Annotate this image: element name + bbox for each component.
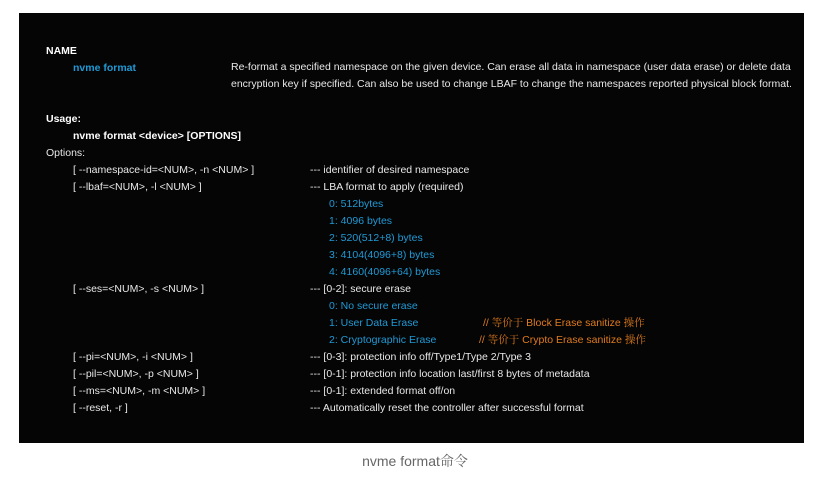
ses-value: 0: No secure erase [329,300,418,312]
command-name: nvme format [73,62,137,74]
document-panel [19,13,804,443]
lbaf-value: 0: 512bytes [329,198,384,210]
option-desc: --- identifier of desired namespace [310,164,470,176]
option-flag: [ --ms=<NUM>, -m <NUM> ] [73,385,206,397]
option-desc: --- [0-3]: protection info off/Type1/Type 2/Type 3 [310,351,532,363]
option-desc: --- Automatically reset the controller after successful format [310,402,584,414]
lbaf-value: 1: 4096 bytes [329,215,393,227]
option-flag: [ --pil=<NUM>, -p <NUM> ] [73,368,199,380]
option-desc: --- LBA format to apply (required) [310,181,464,193]
option-flag: [ --lbaf=<NUM>, -l <NUM> ] [73,181,202,193]
lbaf-value: 2: 520(512+8) bytes [329,232,423,244]
image-caption: nvme format命令 [362,453,468,469]
option-flag: [ --pi=<NUM>, -i <NUM> ] [73,351,193,363]
option-flag: [ --namespace-id=<NUM>, -n <NUM> ] [73,164,255,176]
option-desc: --- [0-1]: extended format off/on [310,385,456,397]
option-flag: [ --ses=<NUM>, -s <NUM> ] [73,283,204,295]
name-heading: NAME [46,45,77,57]
options-heading: Options: [46,147,86,159]
lbaf-value: 3: 4104(4096+8) bytes [329,249,435,261]
ses-note: // 等价于 Crypto Erase sanitize 操作 [479,334,646,346]
usage-line: nvme format <device> [OPTIONS] [73,130,242,142]
lbaf-value: 4: 4160(4096+64) bytes [329,266,441,278]
ses-value: 1: User Data Erase [329,317,419,329]
command-description: Re-format a specified namespace on the given device. Can erase all data in namespace (user data erase) or delete data encryption key if specified. Can also be used to change LBAF to change the namespaces reported physical block format. [231,61,792,90]
option-flag: [ --reset, -r ] [73,402,128,414]
usage-heading: Usage: [46,113,82,125]
ses-value: 2: Cryptographic Erase [329,334,437,346]
option-desc: --- [0-2]: secure erase [310,283,411,295]
option-desc: --- [0-1]: protection info location last/first 8 bytes of metadata [310,368,590,380]
ses-note: // 等价于 Block Erase sanitize 操作 [483,317,645,329]
